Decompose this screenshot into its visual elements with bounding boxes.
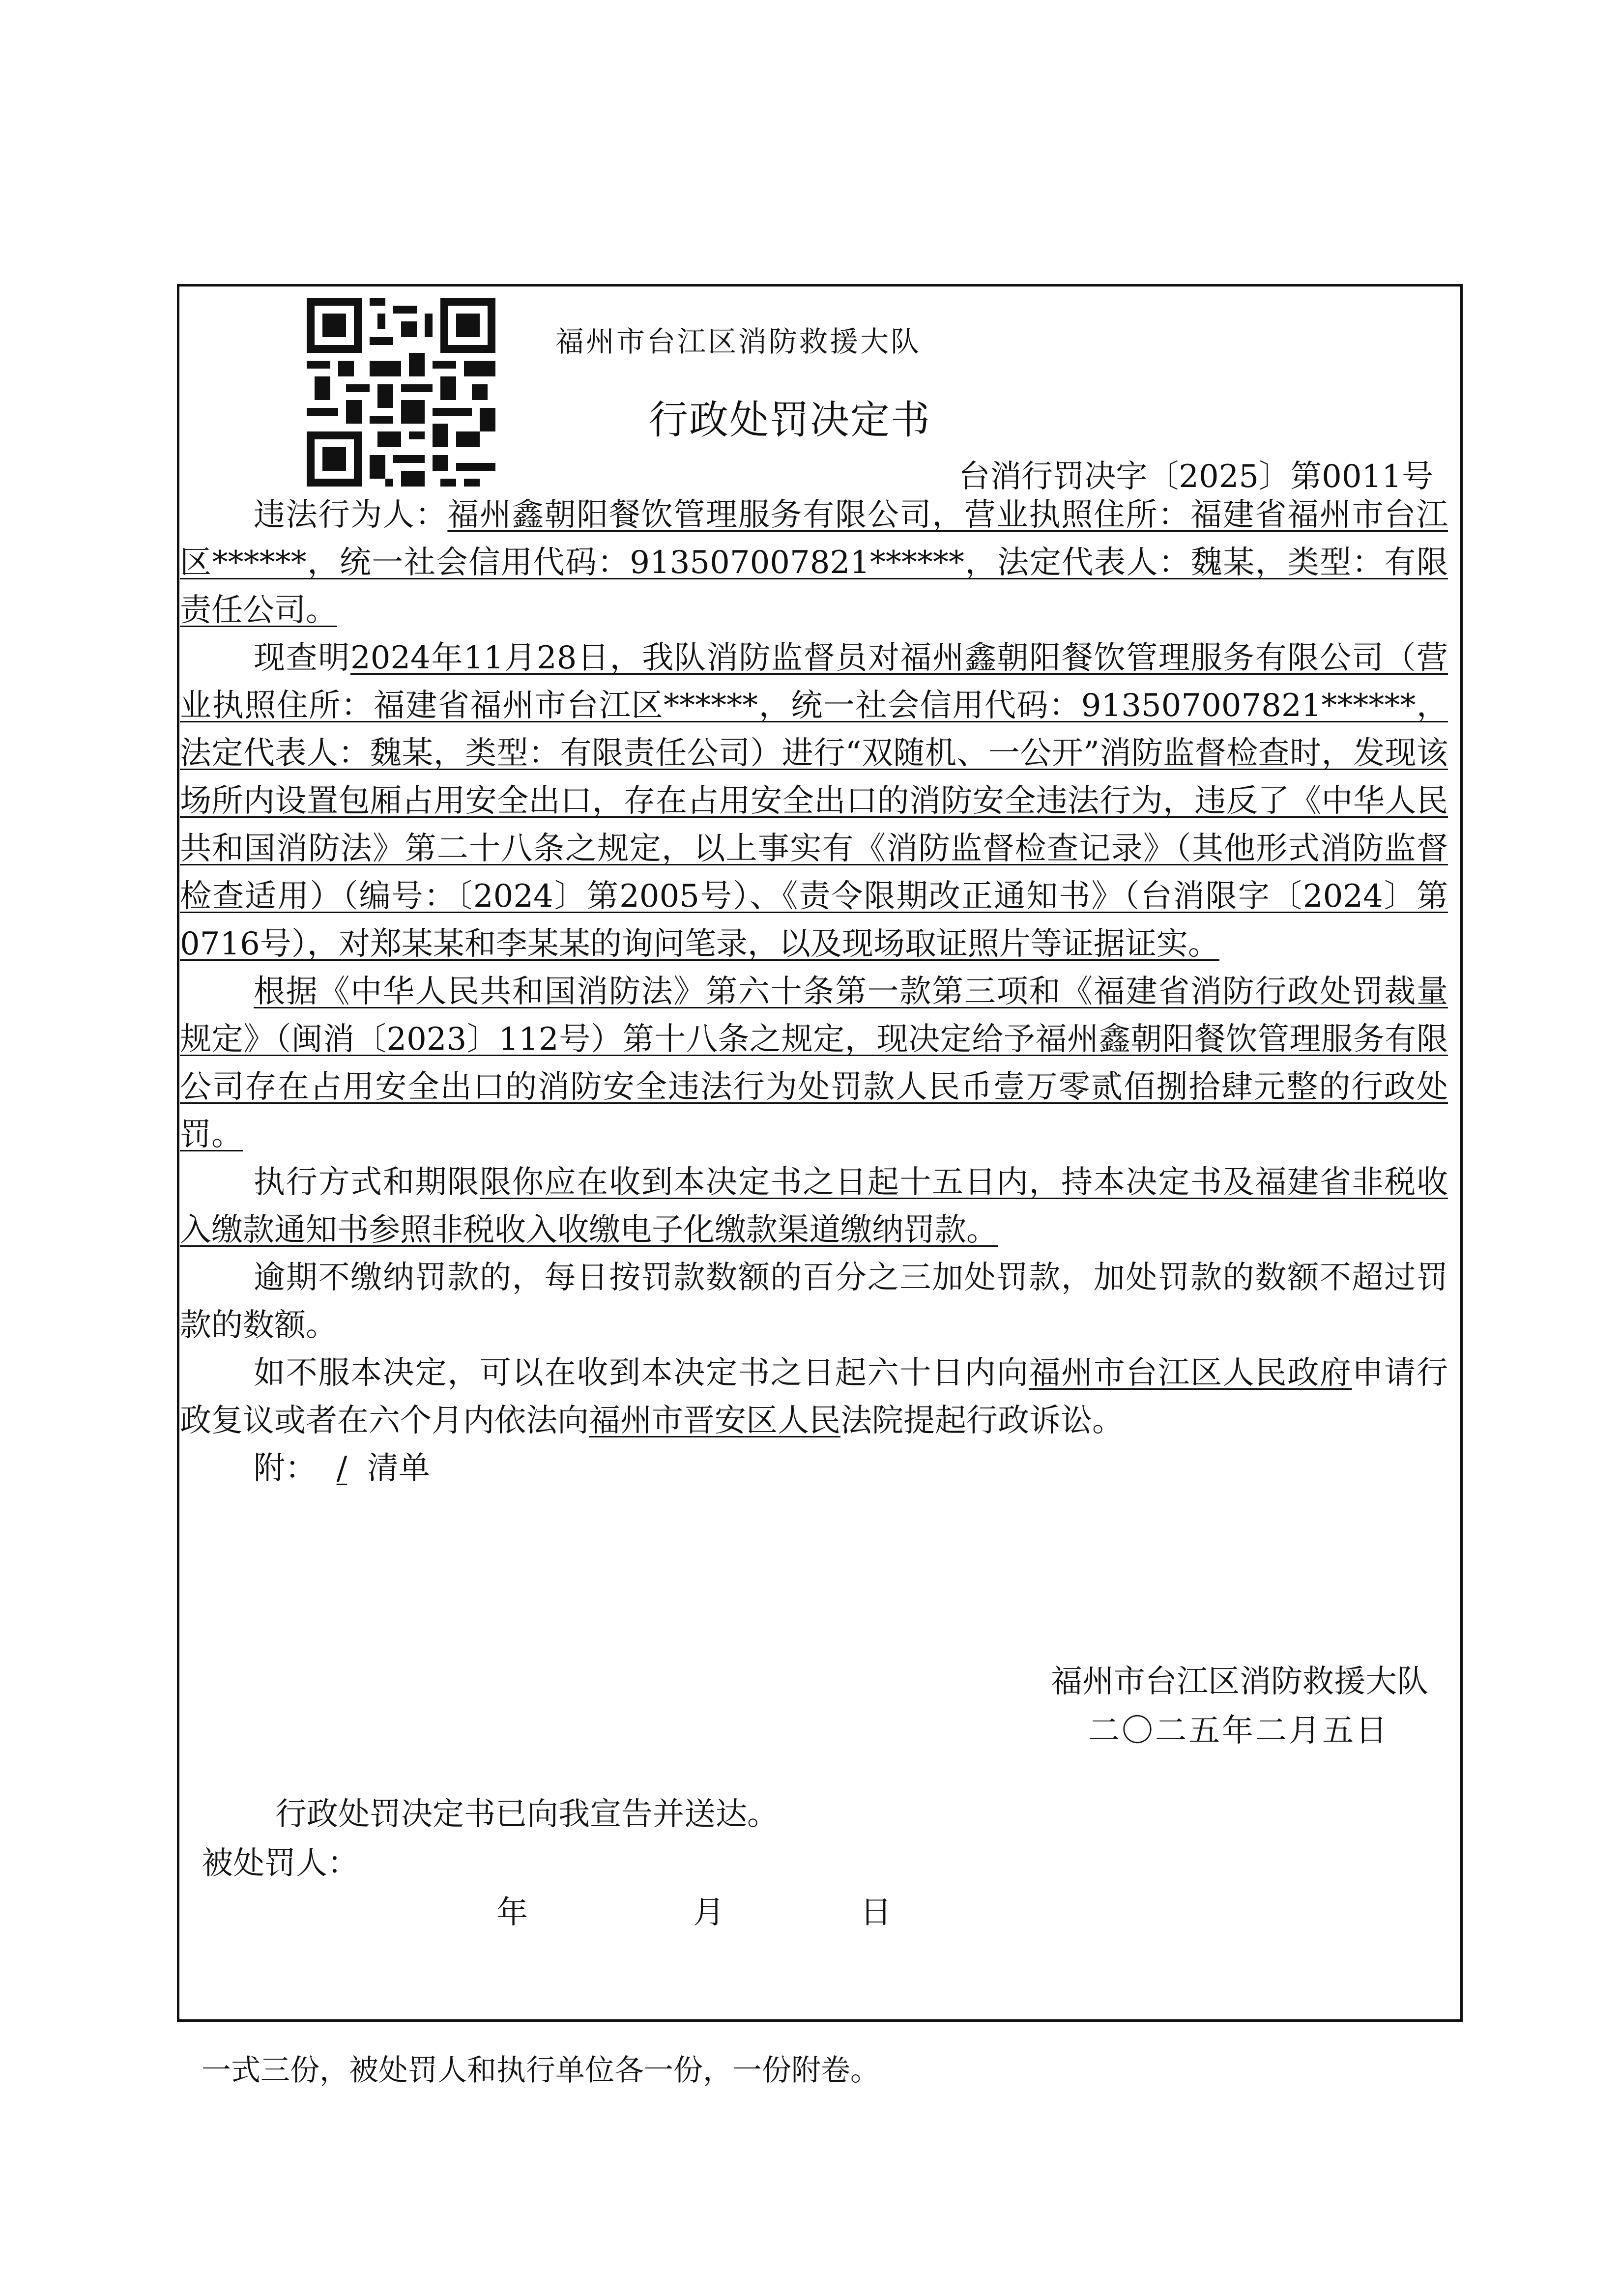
offender-details: 福州鑫朝阳餐饮管理服务有限公司，营业执照住所：福建省福州市台江区******，统一社会信用代码：913507007821******，法定代表人：魏某，类型：有限责任公司。 (180, 497, 1448, 629)
receipt-year: 年 (496, 1894, 528, 1931)
appeal-text-c: 法院提起行政诉讼。 (840, 1403, 1124, 1439)
facts-lead: 现查明 (254, 640, 350, 676)
document-body (180, 491, 1448, 1492)
facts-date: 2024年11月28日， (350, 640, 642, 676)
attachment-label: 附： (254, 1450, 317, 1487)
receipt-day: 日 (860, 1894, 892, 1931)
penalized-person-label: 被处罚人： (202, 1845, 359, 1882)
attachment-line (180, 1445, 1448, 1492)
signature-organization: 福州市台江区消防救援大队 (1051, 1664, 1428, 1700)
facts-paragraph (180, 634, 1448, 968)
decision-paragraph (180, 968, 1448, 1159)
signature-date: 二〇二五年二月五日 (1088, 1713, 1389, 1749)
receipt-month: 月 (693, 1894, 724, 1931)
late-payment-paragraph: 逾期不缴纳罚款的，每日按罚款数额的百分之三加处罚款，加处罚款的数额不超过罚款的数额。 (180, 1260, 1448, 1344)
appeal-text-a: 如不服本决定，可以在收到本决定书之日起六十日内向 (254, 1355, 1029, 1391)
execution-text: 限你应在收到本决定书之日起十五日内，持本决定书及福建省非税收入缴款通知书参照非税收入收缴电子化缴款渠道缴纳罚款。 (180, 1164, 1448, 1248)
appeal-government: 福州市台江区人民政府 (1029, 1355, 1352, 1391)
attachment-value: / (336, 1450, 347, 1487)
execution-paragraph (180, 1159, 1448, 1254)
appeal-paragraph (180, 1349, 1448, 1445)
document-number: 台消行罚决字〔2025〕第0011号 (958, 459, 1433, 495)
execution-label: 执行方式和期限 (254, 1164, 480, 1201)
qr-code-icon (307, 298, 495, 487)
issuer-name: 福州市台江区消防救援大队 (555, 325, 922, 358)
offender-label: 违法行为人： (254, 497, 448, 533)
page-title: 行政处罚决定书 (649, 397, 931, 443)
copies-footnote: 一式三份，被处罚人和执行单位各一份，一份附卷。 (202, 2053, 880, 2088)
appeal-court: 福州市晋安区人民 (589, 1403, 840, 1439)
facts-text: 我队消防监督员对福州鑫朝阳餐饮管理服务有限公司（营业执照住所：福建省福州市台江区******，统一社会信用代码：913507007821******，法定代表人：魏某，类型：有限责任公司）进行“双随机、一公开”消防监督检查时，发现该场所内设置包厢占用安全出口，存在占用安全出口的消防安全违法行为，违反了《中华人民共和国消防法》第二十八条之规定，以上事实有《消防监督检查记录》（其他形式消防监督检查适用）（编号：〔2024〕第2005号）、《责令限期改正通知书》（台消限字〔2024〕第0716号），对郑某某和李某某的询问笔录，以及现场取证照片等证据证实。 (180, 640, 1448, 962)
decision-text: 根据《中华人民共和国消防法》第六十条第一款第三项和《福建省消防行政处罚裁量规定》（闽消〔2023〕112号）第十八条之规定，现决定给予福州鑫朝阳餐饮管理服务有限公司存在占用安全出口的消防安全违法行为处罚款人民币壹万零贰佰捌拾肆元整的行政处罚。 (180, 974, 1448, 1153)
attachment-suffix: 清单 (367, 1450, 430, 1487)
acknowledgement-text: 行政处罚决定书已向我宣告并送达。 (275, 1796, 779, 1833)
appeal-text-b: 申请行政复议或者在六个月内依法向 (180, 1355, 1448, 1439)
offender-paragraph (180, 491, 1448, 634)
